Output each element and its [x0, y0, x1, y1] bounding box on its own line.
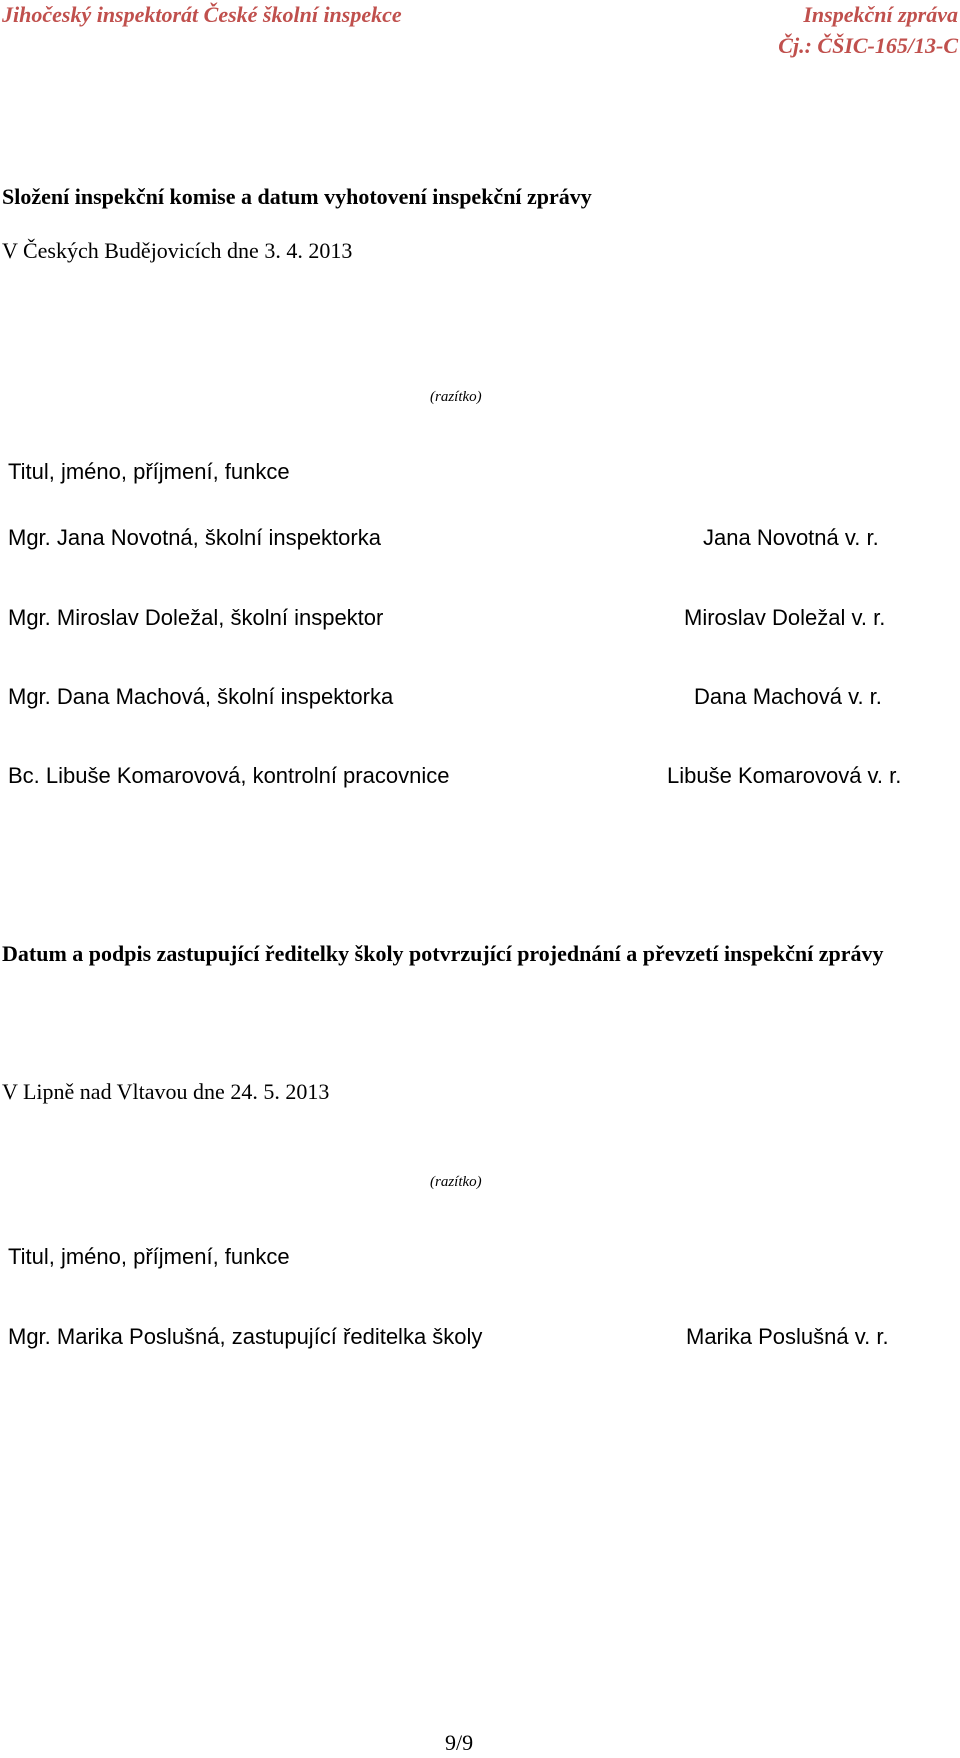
- header-reference-number: Čj.: ČŠIC-165/13-C: [778, 33, 958, 58]
- school-place-date: V Lipně nad Vltavou dne 24. 5. 2013: [2, 1079, 330, 1104]
- commission-place-date: V Českých Budějovicích dne 3. 4. 2013: [2, 238, 353, 263]
- representative-name: Mgr. Marika Poslušná, zastupující ředitelka školy: [8, 1324, 483, 1349]
- member-name: Mgr. Jana Novotná, školní inspektorka: [8, 525, 381, 550]
- school-heading: Datum a podpis zastupující ředitelky školy potvrzující projednání a převzetí inspekční zprávy: [2, 941, 884, 966]
- commission-column-label: Titul, jméno, příjmení, funkce: [8, 459, 290, 484]
- member-signature: Jana Novotná v. r.: [703, 525, 879, 550]
- header-inspectorate: Jihočeský inspektorát České školní inspekce: [2, 2, 402, 27]
- member-signature: Dana Machová v. r.: [694, 684, 882, 709]
- commission-heading: Složení inspekční komise a datum vyhotovení inspekční zprávy: [2, 184, 592, 209]
- header-report-title: Inspekční zpráva: [803, 2, 958, 27]
- member-name: Mgr. Dana Machová, školní inspektorka: [8, 684, 394, 709]
- member-signature: Miroslav Doležal v. r.: [684, 605, 886, 630]
- member-signature: Libuše Komarovová v. r.: [667, 763, 902, 788]
- school-stamp: (razítko): [430, 1174, 482, 1190]
- page-number: 9/9: [445, 1730, 474, 1755]
- member-name: Bc. Libuše Komarovová, kontrolní pracovnice: [8, 763, 450, 788]
- school-column-label: Titul, jméno, příjmení, funkce: [8, 1244, 290, 1269]
- commission-stamp: (razítko): [430, 389, 482, 405]
- member-name: Mgr. Miroslav Doležal, školní inspektor: [8, 605, 384, 630]
- representative-signature: Marika Poslušná v. r.: [686, 1324, 889, 1349]
